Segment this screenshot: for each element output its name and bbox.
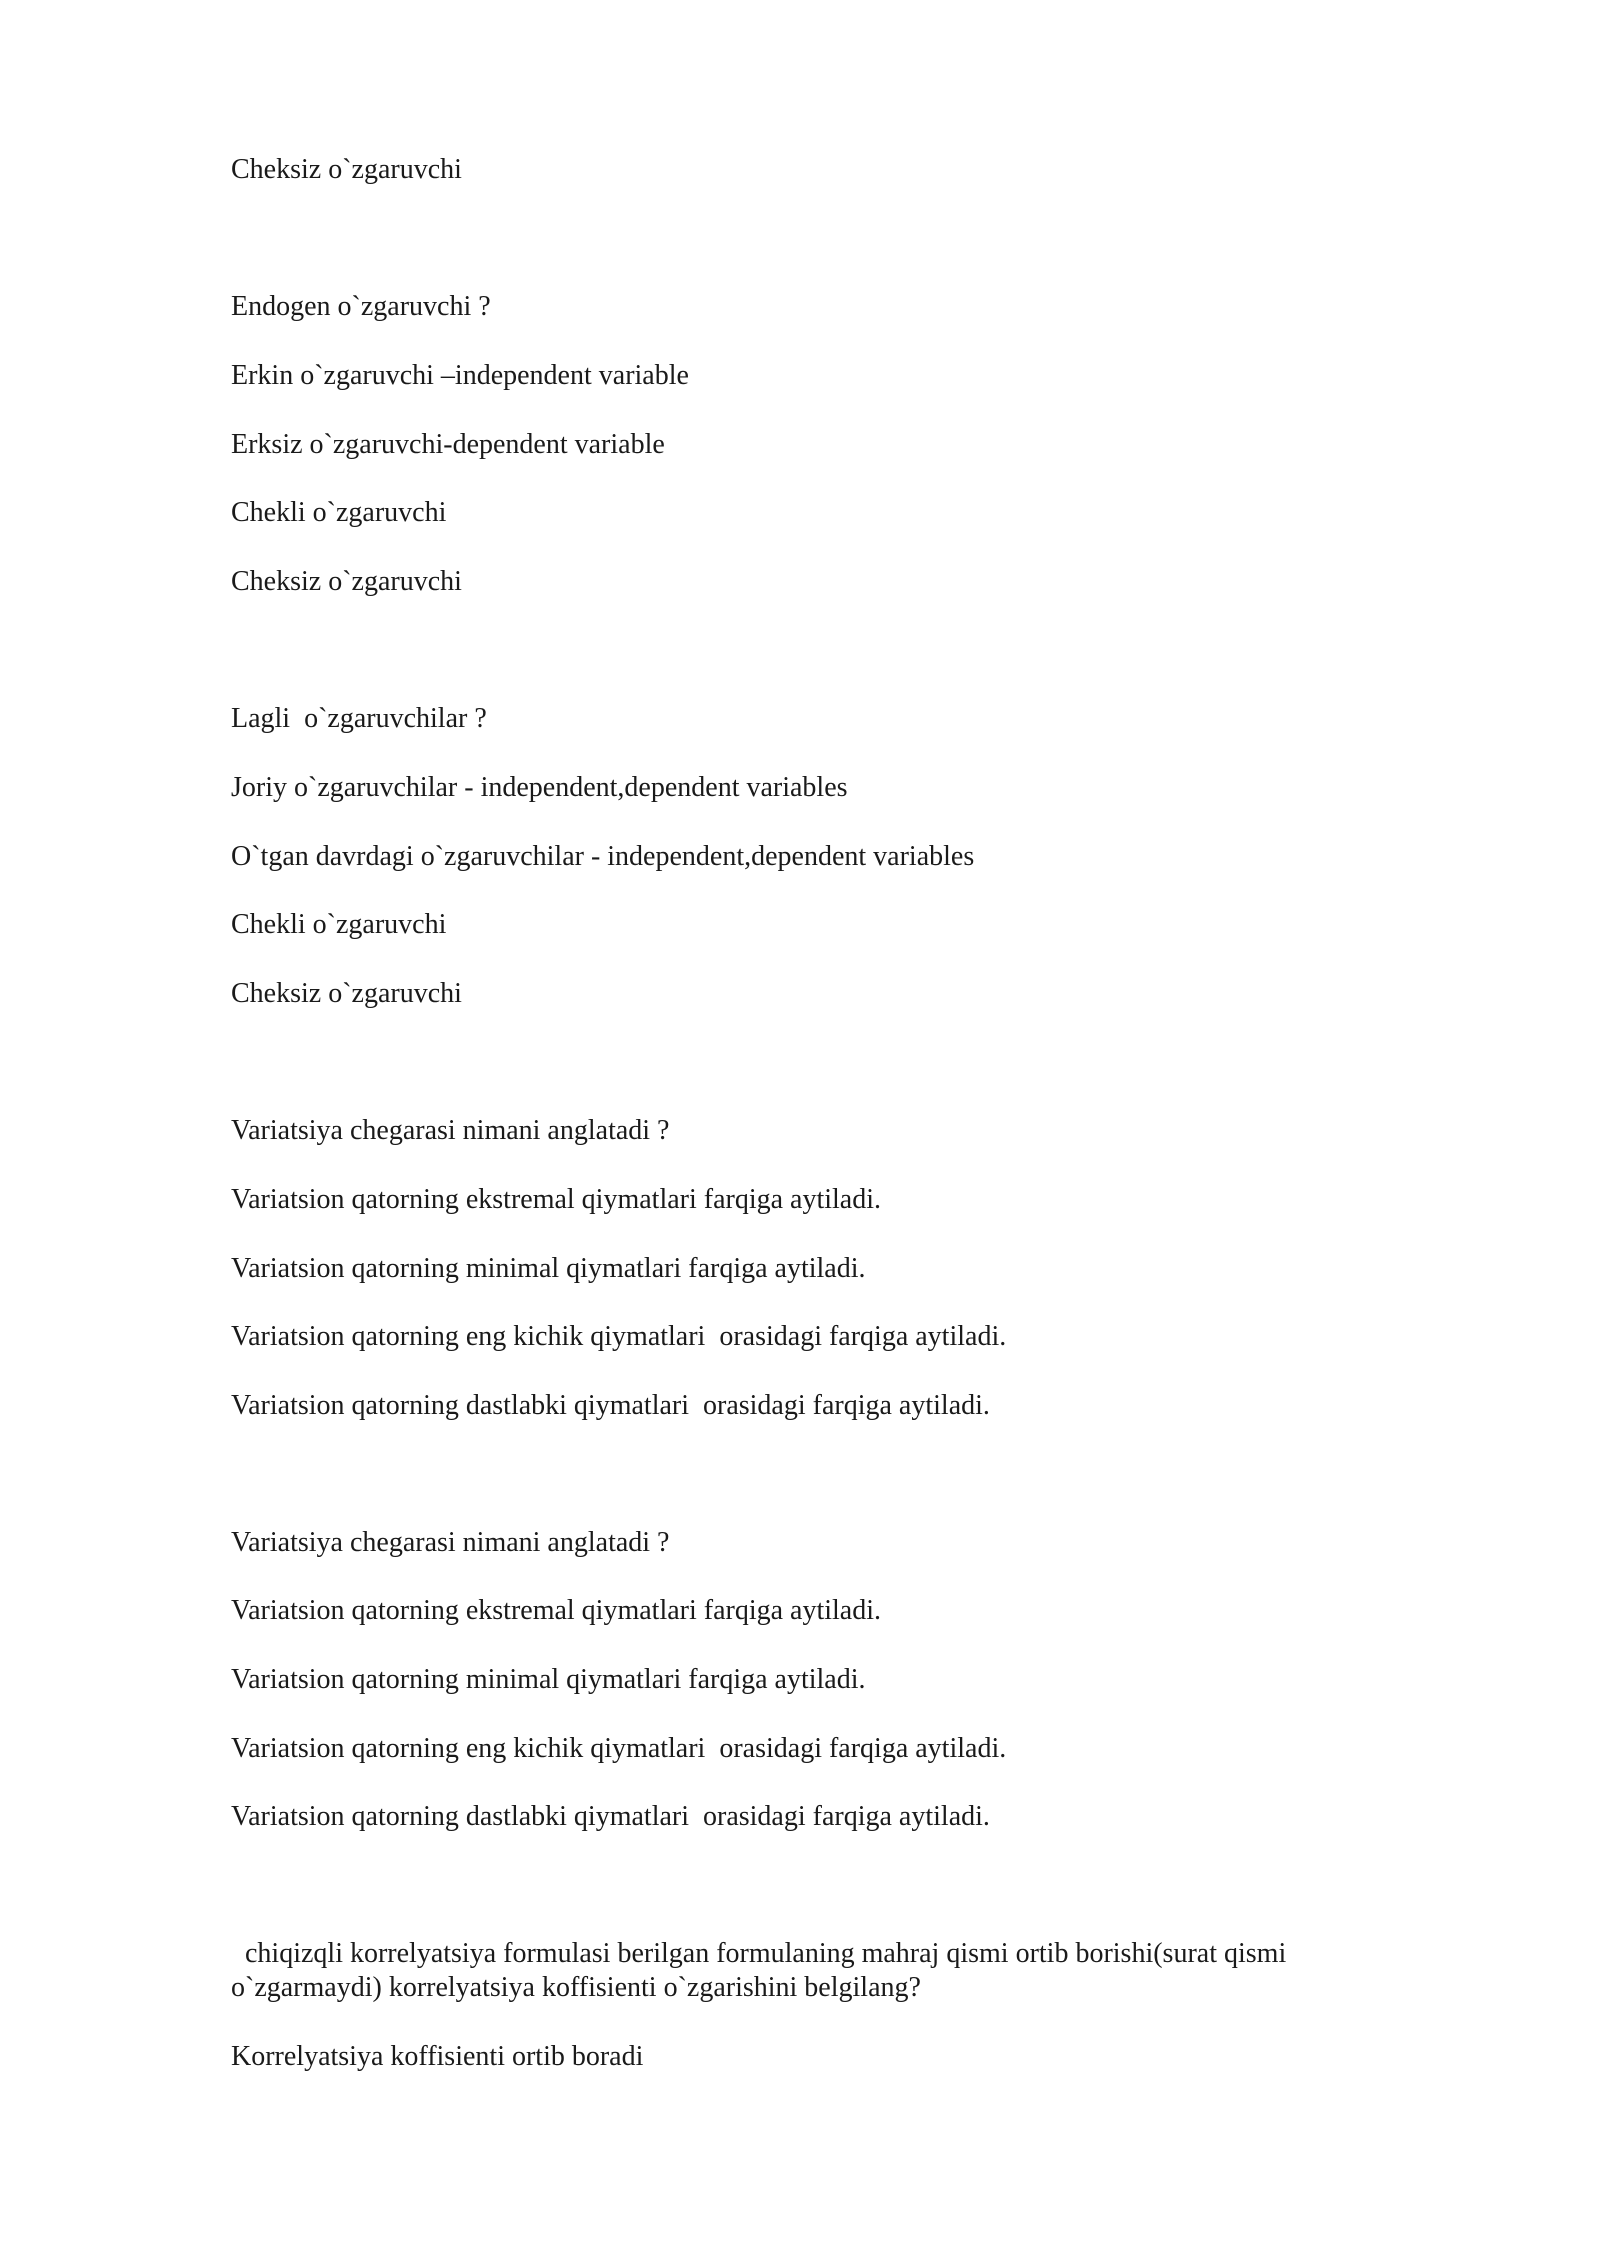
answer-option: Joriy o`zgaruvchilar - independent,dependent variables: [231, 772, 848, 803]
answer-option: Erksiz o`zgaruvchi-dependent variable: [231, 429, 665, 460]
answer-option: Variatsion qatorning dastlabki qiymatlari orasidagi farqiga aytiladi.: [231, 1801, 990, 1832]
question-text: Endogen o`zgaruvchi ?: [231, 291, 491, 322]
answer-option: O`tgan davrdagi o`zgaruvchilar - independent,dependent variables: [231, 841, 975, 872]
question-text: Lagli o`zgaruvchilar ?: [231, 703, 487, 734]
answer-option: Chekli o`zgaruvchi: [231, 497, 447, 528]
question-text: Variatsiya chegarasi nimani anglatadi ?: [231, 1527, 670, 1558]
question-text-line-2: o`zgarmaydi) korrelyatsiya koffisienti o`zgarishini belgilang?: [231, 1972, 921, 2003]
answer-option: Variatsion qatorning minimal qiymatlari farqiga aytiladi.: [231, 1253, 866, 1284]
answer-option: Cheksiz o`zgaruvchi: [231, 566, 462, 597]
answer-option: Chekli o`zgaruvchi: [231, 909, 447, 940]
answer-option: Korrelyatsiya koffisienti ortib boradi: [231, 2041, 644, 2072]
answer-option: Variatsion qatorning ekstremal qiymatlari farqiga aytiladi.: [231, 1595, 882, 1626]
question-text: Variatsiya chegarasi nimani anglatadi ?: [231, 1115, 670, 1146]
answer-option: Variatsion qatorning eng kichik qiymatlari orasidagi farqiga aytiladi.: [231, 1733, 1007, 1764]
answer-option: Variatsion qatorning ekstremal qiymatlari farqiga aytiladi.: [231, 1184, 882, 1215]
answer-option: Variatsion qatorning eng kichik qiymatlari orasidagi farqiga aytiladi.: [231, 1321, 1007, 1352]
answer-option: Erkin o`zgaruvchi –independent variable: [231, 360, 689, 391]
intro-line: Cheksiz o`zgaruvchi: [231, 154, 462, 185]
answer-option: Cheksiz o`zgaruvchi: [231, 978, 462, 1009]
answer-option: Variatsion qatorning minimal qiymatlari farqiga aytiladi.: [231, 1664, 866, 1695]
question-text-line-1: chiqizqli korrelyatsiya formulasi berilgan formulaning mahraj qismi ortib borishi(surat qismi: [231, 1938, 1287, 1969]
answer-option: Variatsion qatorning dastlabki qiymatlari orasidagi farqiga aytiladi.: [231, 1390, 990, 1421]
